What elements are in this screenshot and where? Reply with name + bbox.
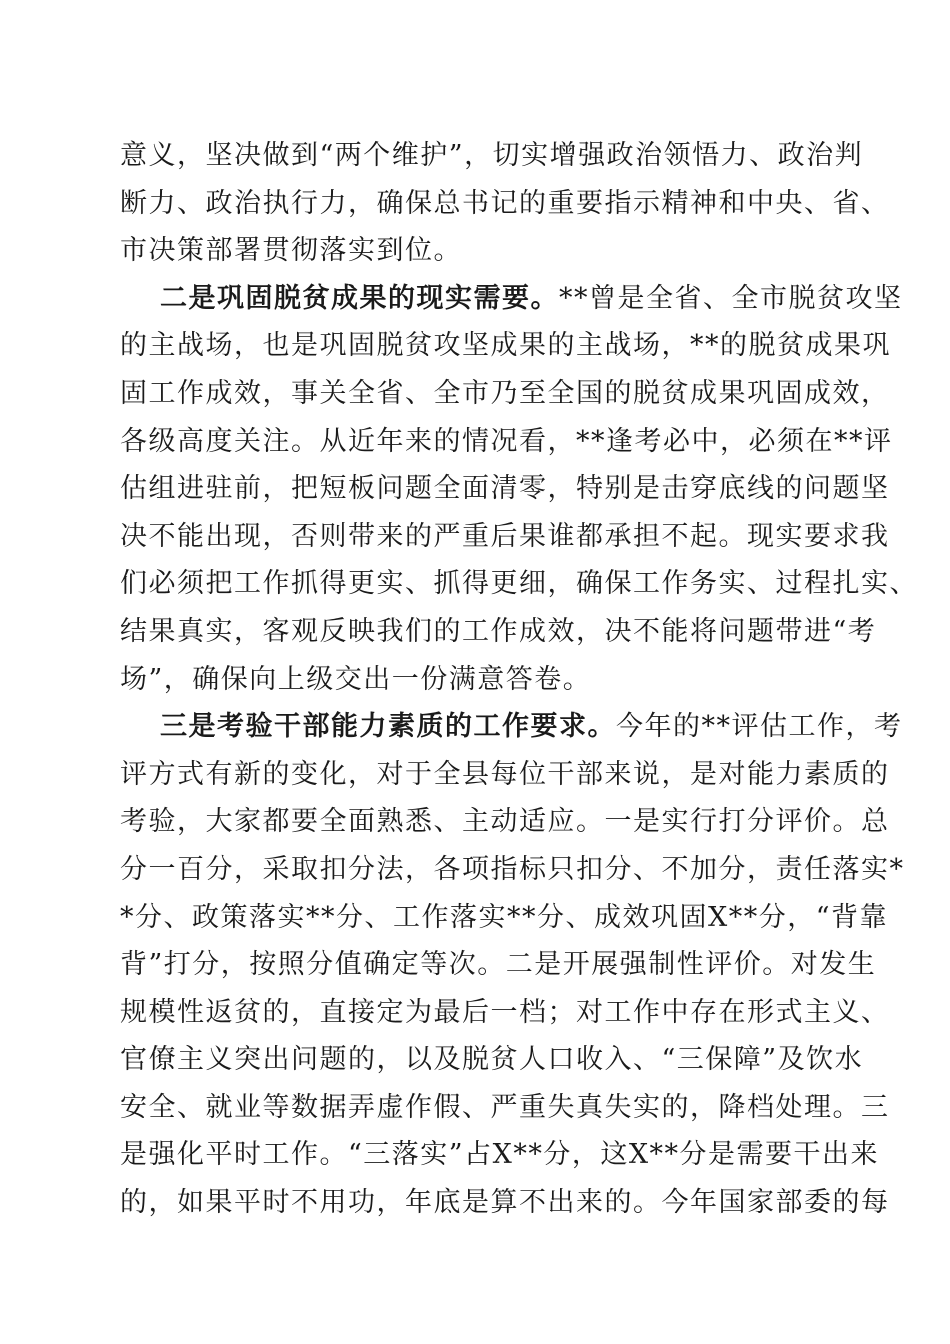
paragraph-lead-rest: 今年的**评估工作，考 <box>616 711 903 743</box>
text-line: 规模性返贫的，直接定为最后一档；对工作中存在形式主义、 <box>120 996 890 1028</box>
text-line: 结果真实，客观反映我们的工作成效，决不能将问题带进“考 <box>120 615 877 647</box>
text-line: 背”打分，按照分值确定等次。二是开展强制性评价。对发生 <box>120 949 877 981</box>
text-line: *分、政策落实**分、工作落实**分、成效巩固X**分，“背靠 <box>120 901 889 933</box>
text-line: 决不能出现，否则带来的严重后果谁都承担不起。现实要求我 <box>120 520 890 552</box>
text-line: 断力、政治执行力，确保总书记的重要指示精神和中央、省、 <box>120 187 890 219</box>
paragraph-lead: 二是巩固脱贫成果的现实需要。 <box>160 282 559 314</box>
text-line: 意义，坚决做到“两个维护”，切实增强政治领悟力、政治判 <box>120 140 864 171</box>
paragraph-first-line <box>120 275 903 323</box>
text-line: 的，如果平时不用功，年底是算不出来的。今年国家部委的每 <box>120 1187 890 1219</box>
text-line: 的主战场，也是巩固脱贫攻坚成果的主战场，**的脱贫成果巩 <box>120 330 891 362</box>
body-text <box>120 132 918 1227</box>
paragraph-lead: 三是考验干部能力素质的工作要求。 <box>160 711 616 743</box>
text-line: 官僚主义突出问题的，以及脱贫人口收入、“三保障”及饮水 <box>120 1044 864 1076</box>
text-line: 估组进驻前，把短板问题全面清零，特别是击穿底线的问题坚 <box>120 473 890 505</box>
paragraph-first-line <box>120 703 903 751</box>
text-line: 安全、就业等数据弄虚作假、严重失真失实的，降档处理。三 <box>120 1091 890 1123</box>
text-line: 固工作成效，事关全省、全市乃至全国的脱贫成果巩固成效， <box>120 377 890 409</box>
text-line: 们必须把工作抓得更实、抓得更细，确保工作务实、过程扎实、 <box>120 568 918 600</box>
text-line: 分一百分，采取扣分法，各项指标只扣分、不加分，责任落实* <box>120 853 905 885</box>
text-line: 是强化平时工作。“三落实”占X**分，这X**分是需要干出来 <box>120 1139 880 1171</box>
text-line: 各级高度关注。从近年来的情况看，**逢考必中，必须在**评 <box>120 425 893 457</box>
text-line: 评方式有新的变化，对于全县每位干部来说，是对能力素质的 <box>120 758 890 790</box>
paragraph-lead-rest: **曾是全省、全市脱贫攻坚 <box>559 282 903 314</box>
text-line: 市决策部署贯彻落实到位。 <box>120 235 462 267</box>
text-line: 考验，大家都要全面熟悉、主动适应。一是实行打分评价。总 <box>120 806 890 838</box>
text-line: 场”，确保向上级交出一份满意答卷。 <box>120 663 592 695</box>
